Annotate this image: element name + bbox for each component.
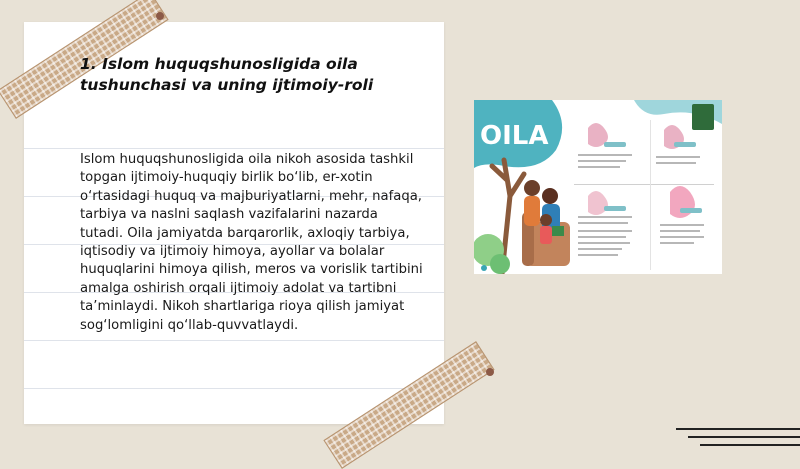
paper-rule (24, 148, 444, 149)
paper-rule (24, 388, 444, 389)
family-illustration-icon (474, 100, 722, 274)
poster-heading: OILA (480, 121, 549, 151)
slide-body-text: Islom huquqshunosligida oila nikoh asosida tashkil topgan ijtimoiy-huquqiy birlik bo‘lib, er-xotin o‘rtasidagi huquq va majburiyatlarni, mehr, nafaqa, tarbiya va naslni saqlash vazifalarini nazarda tutadi. Oila jamiyatda barqarorlik, axloqiy tarbiya, iqtisodiy va ijtimoiy himoya, ayollar va bolalar huquqlarini himoya qilish, meros va vorislik tartibini amalga oshirish orqali ijtimoiy adolat va tartibni ta’minlaydi. Nikoh shartlariga rioya qilish jamiyat sog‘lomligini qo‘llab-quvvatlaydi. (80, 152, 423, 333)
paper-rule (24, 340, 444, 341)
oila-poster-image (474, 100, 722, 274)
decorative-line (688, 436, 800, 438)
tape-pin-dot (156, 12, 164, 20)
tape-pin-dot (486, 368, 494, 376)
decorative-line (676, 428, 800, 430)
slide-title: 1. Islom huquqshunosligida oila tushunchasi va uning ijtimoiy-roli (80, 55, 374, 94)
decorative-line (700, 444, 800, 446)
